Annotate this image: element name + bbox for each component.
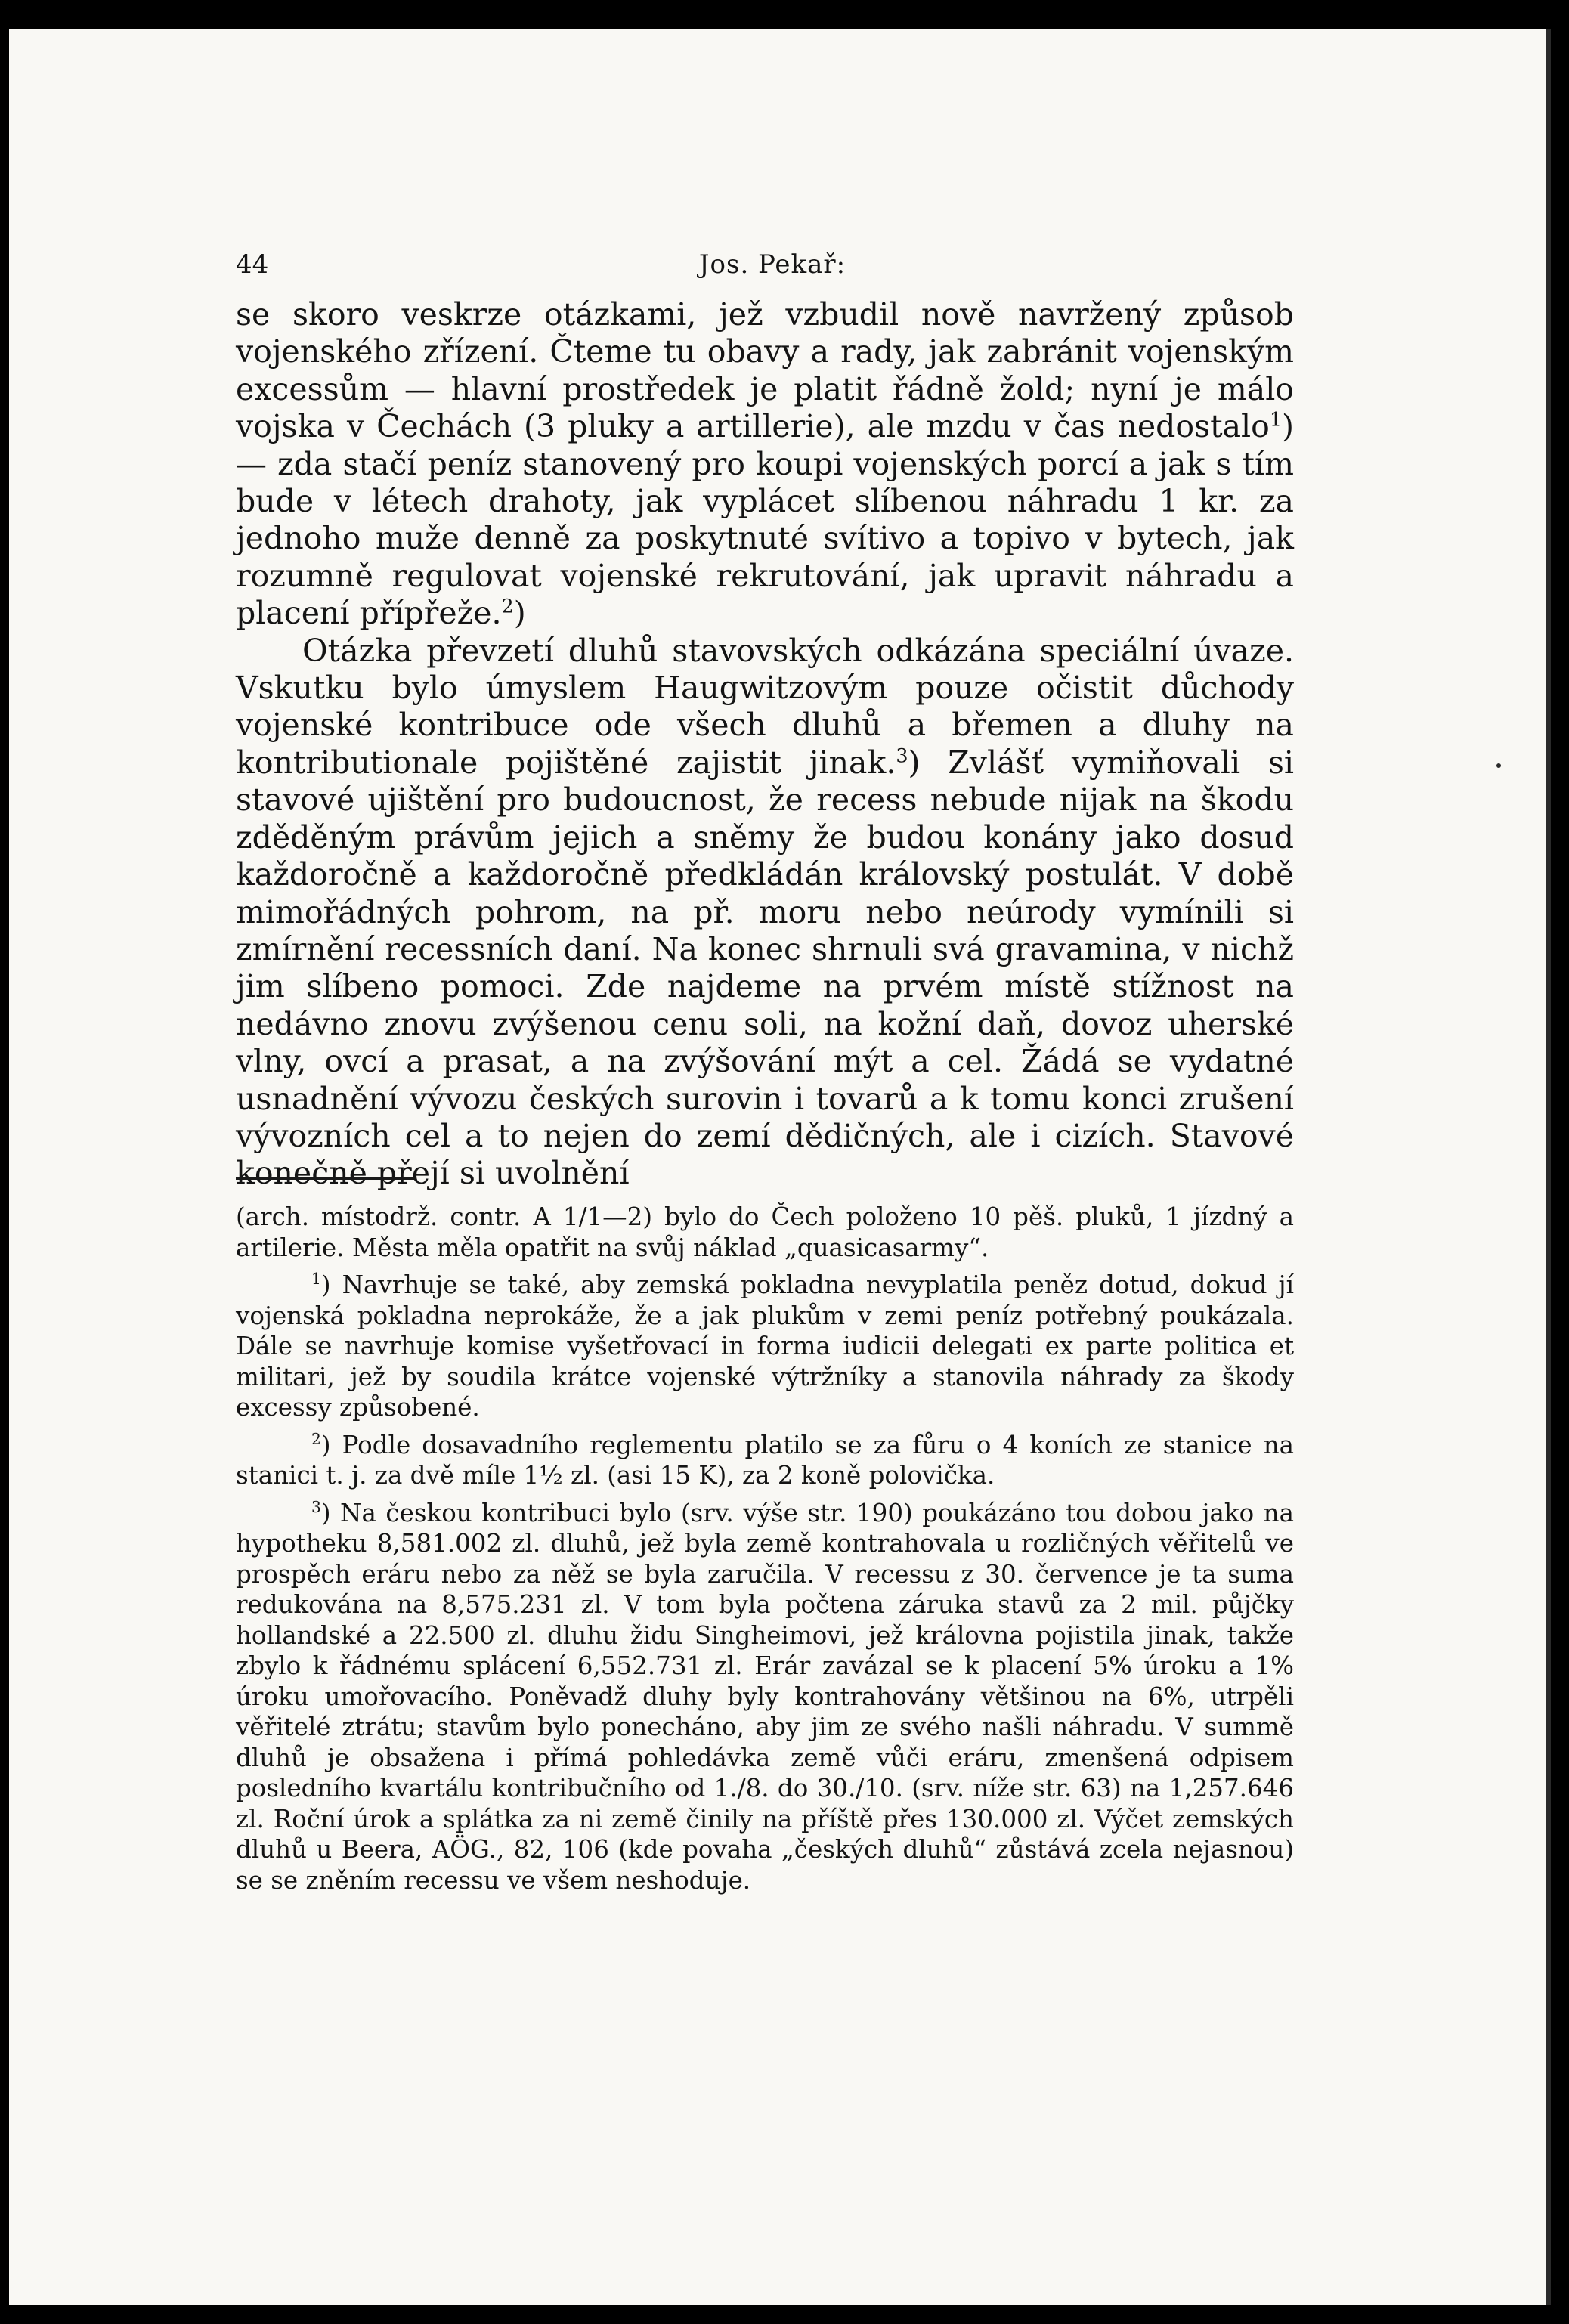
paragraph-text: se skoro veskrze otázkami, jež vzbudil nově navržený způsob vojenského zřízení. Čteme tu obavy a rady, jak zabránit vojenským excessům — hlavní prostředek je platit řádně žold; nyní je málo vojska v Čechách (3 pluky a artillerie), ale mzdu v čas nedostalo	[236, 296, 1294, 445]
footnote-ref: 3	[896, 744, 908, 767]
paragraph	[236, 296, 1294, 633]
footnote-text: ) Navrhuje se také, aby zemská pokladna nevyplatila peněz dotud, dokud jí vojenská pokladna neprokáže, že a jak plukům v zemi peníz potřebný poukázala. Dále se navrhuje komise vyšetřovací in forma iudicii delegati ex parte politica et militari, jež by soudila krátce vojenské výtržníky a stanovila náhrady za škody excessy způsobené.	[236, 1270, 1294, 1422]
footnote-marker: 3	[311, 1497, 321, 1516]
paragraph-text: )	[513, 595, 526, 632]
footnote-continuation: (arch. místodrž. contr. A 1/1—2) bylo do Čech položeno 10 pěš. pluků, 1 jízdný a artilerie. Města měla opatřit na svůj náklad „quasicasarmy“.	[236, 1202, 1294, 1262]
footnote-marker: 1	[311, 1270, 321, 1289]
running-title: Jos. Pekař:	[698, 249, 846, 280]
footnote	[236, 1270, 1294, 1423]
footnote	[236, 1430, 1294, 1491]
paragraph-text: ) — zda stačí peníz stanovený pro koupi vojenských porcí a jak s tím bude v létech drahoty, jak vyplácet slíbenou náhradu 1 kr. za jednoho muže denně za poskytnuté svítivo a topivo v bytech, jak rozumně regulovat vojenské rekrutování, jak upravit náhradu a placení přípřeže.	[236, 408, 1294, 632]
paragraph-text: Otázka převzetí dluhů stavovských odkázána speciální úvaze. Vskutku bylo úmyslem Haugwitzovým pouze očistit důchody vojenské kontribuce ode všech dluhů a břemen a dluhy na kontributionale pojištěné zajistit jinak.	[236, 632, 1294, 781]
footnote-marker: 2	[311, 1429, 321, 1448]
footnotes	[236, 1202, 1294, 1902]
footnote-ref: 1	[1269, 407, 1282, 431]
scan-speck	[1496, 763, 1501, 768]
main-text	[236, 296, 1294, 1193]
footnote-text: ) Podle dosavadního reglementu platilo se za fůru o 4 koních ze stanice na stanici t. j. za dvě míle 1½ zl. (asi 15 K), za 2 koně polovička.	[236, 1430, 1294, 1490]
page-number: 44	[236, 249, 269, 280]
paragraph-text: ) Zvlášť vymiňovali si stavové ujištění pro budoucnost, že recess nebude nijak na škodu zděděným právům jejich a sněmy že budou konány jako dosud každoročně a každoročně předkládán královský postulát. V době mimořádných pohrom, na př. moru nebo neúrody vymínili si zmírnění recessních daní. Na konec shrnuli svá gravamina, v nichž jim slíbeno pomoci. Zde najdeme na prvém místě stížnost na nedávno znovu zvýšenou cenu soli, na kožní daň, dovoz uherské vlny, ovcí a prasat, a na zvýšování mýt a cel. Žádá se vydatné usnadnění vývozu českých surovin i tovarů a k tomu konci zrušení vývozních cel a to nejen do zemí dědičných, ale i cizích. Stavové konečně přejí si uvolnění	[236, 744, 1294, 1192]
page-header	[236, 249, 1309, 287]
footnote-divider	[236, 1177, 416, 1180]
footnote	[236, 1498, 1294, 1896]
footnote-ref: 2	[501, 594, 514, 617]
footnote-text: ) Na českou kontribuci bylo (srv. výše str. 190) poukázáno tou dobou jako na hypotheku 8,581.002 zl. dluhů, jež byla země kontrahovala u rozličných věřitelů ve prospěch eráru nebo za něž se byla zaručila. V recessu z 30. července je ta suma redukována na 8,575.231 zl. V tom byla počtena záruka stavů za 2 mil. půjčky hollandské a 22.500 zl. dluhu židu Singheimovi, jež královna pojistila jinak, takže zbylo k řádnému splácení 6,552.731 zl. Erár zavázal se k placení 5% úroku a 1% úroku umořovacího. Poněvadž dluhy byly kontrahovány většinou na 6%, utrpěli věřitelé ztrátu; stavům bylo ponecháno, aby jim ze svého našli náhradu. V summě dluhů je obsažena i přímá pohledávka země vůči eráru, zmenšená odpisem posledního kvartálu kontribučního od 1./8. do 30./10. (srv. níže str. 63) na 1,257.646 zl. Roční úrok a splátka za ni země činily na příště přes 130.000 zl. Výčet zemských dluhů u Beera, AÖG., 82, 106 (kde povaha „českých dluhů“ zůstává zcela nejasnou) se se zněním recessu ve všem neshoduje.	[236, 1498, 1294, 1895]
paragraph	[236, 633, 1294, 1193]
